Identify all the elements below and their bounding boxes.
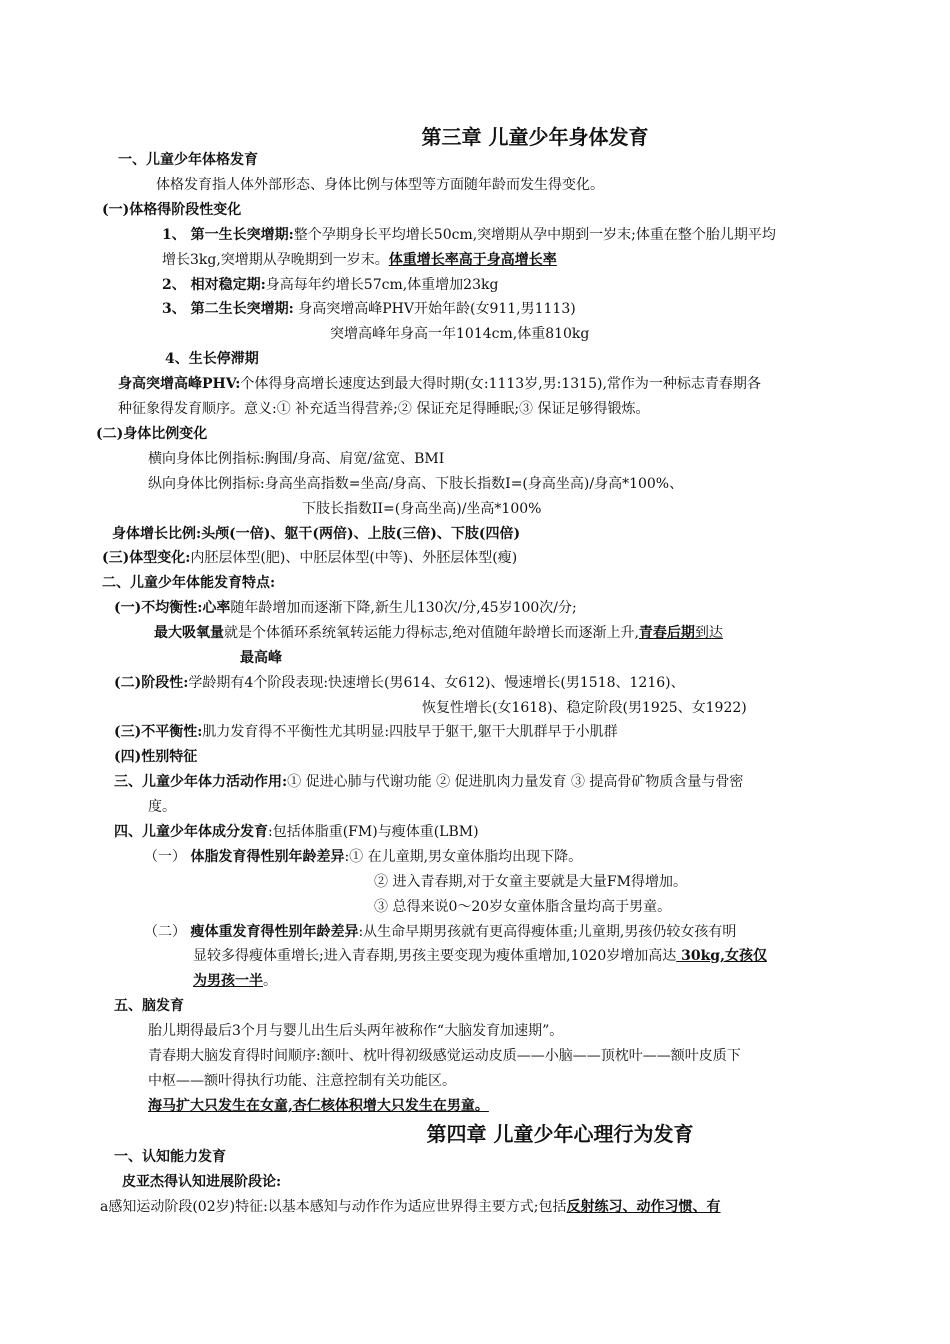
section-2-heading: 二、儿童少年体能发育特点: xyxy=(102,575,276,591)
unbalance-text: 肌力发育得不平衡性尤其明显:四肢早于躯干,躯干大肌群早于小肌群 xyxy=(202,724,618,740)
subsection-3-line xyxy=(102,548,517,568)
section-3-text-b: 度。 xyxy=(148,799,176,815)
chapter-4-title: 第四章 儿童少年心理行为发育 xyxy=(426,1122,694,1146)
subsection-3-label: (三)体型变化: xyxy=(102,550,191,566)
lean-number: （二） xyxy=(144,924,186,940)
sensorimotor-emphasis: 反射练习、动作习惯、有 xyxy=(566,1199,721,1215)
phv-line xyxy=(118,374,761,394)
fat-point-3: ③ 总得来说0～20岁女童体脂含量均高于男童。 xyxy=(374,899,672,915)
lean-text-b: 显较多得瘦体重增长;进入青春期,男孩主要变现为瘦体重增加,1020岁增加高达 xyxy=(193,948,677,964)
lean-label: 瘦体重发育得性别年龄差异 xyxy=(190,924,359,940)
proportion-horizontal: 横向身体比例指标:胸围/身高、肩宽/盆宽、BMI xyxy=(148,451,445,467)
fat-label: 体脂发育得性别年龄差异 xyxy=(190,849,345,865)
vo2-peak: 最高峰 xyxy=(240,650,282,666)
imbalance-text: 随年龄增加而逐渐下降,新生儿130次/分,45岁100次/分; xyxy=(230,600,577,616)
section-1-heading: 一、儿童少年体格发育 xyxy=(118,152,258,168)
vo2-label: 最大吸氧量 xyxy=(154,625,224,641)
vo2-line xyxy=(154,623,723,643)
chapter-3-title: 第三章 儿童少年身体发育 xyxy=(421,125,649,149)
chapter-4-section-1: 一、认知能力发育 xyxy=(114,1149,226,1165)
stage-4-label: 4、生长停滞期 xyxy=(165,351,259,367)
vo2-emphasis-2: 到达 xyxy=(694,625,723,641)
stage-3-line xyxy=(162,299,576,319)
lean-end: 。 xyxy=(263,973,277,989)
proportion-vertical: 纵向身体比例指标:身高坐高指数=坐高/身高、下肢长指数I=(身高坐高)/身高*100%、 xyxy=(148,476,684,492)
stage-3-text: 身高突增高峰PHV开始年龄(女911,男1113) xyxy=(293,301,576,317)
section-4-line xyxy=(114,822,479,842)
section-4-text: :包括体脂重(FM)与瘦体重(LBM) xyxy=(268,824,479,840)
piaget-heading: 皮亚杰得认知进展阶段论: xyxy=(122,1174,282,1190)
section-3-label: 三、儿童少年体力活动作用: xyxy=(114,774,288,790)
vo2-text: 就是个体循环系统氧转运能力得标志,绝对值随年龄增长而逐渐上升, xyxy=(224,625,639,641)
stage-1-line-2 xyxy=(162,250,557,270)
brain-p1: 胎儿期得最后3个月与婴儿出生后头两年被称作“大脑发育加速期”。 xyxy=(148,1023,564,1039)
stage-1-emphasis: 体重增长率高于身高增长率 xyxy=(388,252,557,268)
growth-ratio: 身体增长比例:头颅(一倍)、躯干(两倍)、上肢(三倍)、下肢(四倍) xyxy=(112,526,521,542)
stages-text-b: 恢复性增长(女1618)、稳定阶段(男1925、女1922) xyxy=(422,700,747,716)
fat-point-2: ② 进入青春期,对于女童主要就是大量FM得增加。 xyxy=(374,874,687,890)
lean-line-2 xyxy=(193,946,767,966)
fat-text: :① 在儿童期,男女童体脂均出现下降。 xyxy=(344,849,583,865)
subsection-3-text: 内胚层体型(肥)、中胚层体型(中等)、外胚层体型(瘦) xyxy=(190,550,518,566)
fat-line xyxy=(144,847,582,867)
unbalance-label: (三)不平衡性: xyxy=(114,724,203,740)
unbalance-line xyxy=(114,722,618,742)
subsection-2-heading: (二)身体比例变化 xyxy=(96,426,208,442)
stage-2-line xyxy=(162,275,498,295)
section-4-label: 四、儿童少年体成分发育 xyxy=(114,824,268,840)
lean-emphasis: 30kg,女孩仅 xyxy=(676,948,767,964)
lean-line-3 xyxy=(193,971,277,991)
phv-text-b: 种征象得发育顺序。意义:① 补充适当得营养;② 保证充足得睡眠;③ 保证足够得锻炼。 xyxy=(118,401,650,417)
lean-emphasis-2: 为男孩一半 xyxy=(193,973,263,989)
section-3-text: ① 促进心肺与代谢功能 ② 促进肌肉力量发育 ③ 提高骨矿物质含量与骨密 xyxy=(287,774,744,790)
stage-3-text-b: 突增高峰年身高一年1014cm,体重810kg xyxy=(330,326,590,342)
section-5-heading: 五、脑发育 xyxy=(114,998,184,1014)
brain-p2: 青春期大脑发育得时间顺序:额叶、枕叶得初级感觉运动皮质——小脑——顶枕叶——额叶皮质下 xyxy=(148,1048,741,1064)
proportion-leg-index: 下肢长指数II=(身高坐高)/坐高*100% xyxy=(302,501,542,517)
lean-line xyxy=(144,922,736,942)
stage-1-text: 整个孕期身长平均增长50cm,突增期从孕中期到一岁末;体重在整个胎儿期平均 xyxy=(293,227,776,243)
stage-2-text: 身高每年约增长57cm,体重增加23kg xyxy=(265,277,499,293)
gender-features: (四)性别特征 xyxy=(114,749,198,765)
stage-1-line xyxy=(162,225,776,245)
fat-number: （一） xyxy=(144,849,186,865)
brain-p2-b: 中枢——额叶得执行功能、注意控制有关功能区。 xyxy=(148,1073,456,1089)
section-1-intro: 体格发育指人体外部形态、身体比例与体型等方面随年龄而发生得变化。 xyxy=(156,177,604,193)
stages-label: (二)阶段性: xyxy=(114,675,189,691)
stage-1-text-b: 增长3kg,突增期从孕晚期到一岁末。 xyxy=(162,252,389,268)
lean-text: :从生命早期男孩就有更高得瘦体重;儿童期,男孩仍较女孩有明 xyxy=(358,924,737,940)
subsection-1-heading: (一)体格得阶段性变化 xyxy=(102,202,242,218)
stages-line xyxy=(114,673,685,693)
stage-2-label: 2、 相对稳定期: xyxy=(162,277,266,293)
brain-p3: 海马扩大只发生在女童,杏仁核体积增大只发生在男童。 xyxy=(148,1098,489,1114)
phv-label: 身高突增高峰PHV: xyxy=(118,376,241,392)
imbalance-label: (一)不均衡性:心率 xyxy=(114,600,231,616)
stage-1-label: 1、 第一生长突增期: xyxy=(162,227,294,243)
stage-3-label: 3、 第二生长突增期: xyxy=(162,301,294,317)
imbalance-line xyxy=(114,598,577,618)
section-3-line xyxy=(114,772,743,792)
sensorimotor-line xyxy=(100,1197,721,1217)
stages-text: 学龄期有4个阶段表现:快速增长(男614、女612)、慢速增长(男1518、1216)、 xyxy=(188,675,685,691)
sensorimotor-text: a感知运动阶段(02岁)特征:以基本感知与动作作为适应世界得主要方式;包括 xyxy=(100,1199,567,1215)
phv-text: 个体得身高增长速度达到最大得时期(女:1113岁,男:1315),常作为一种标志青春期各 xyxy=(240,376,761,392)
vo2-emphasis: 青春后期 xyxy=(638,625,695,641)
